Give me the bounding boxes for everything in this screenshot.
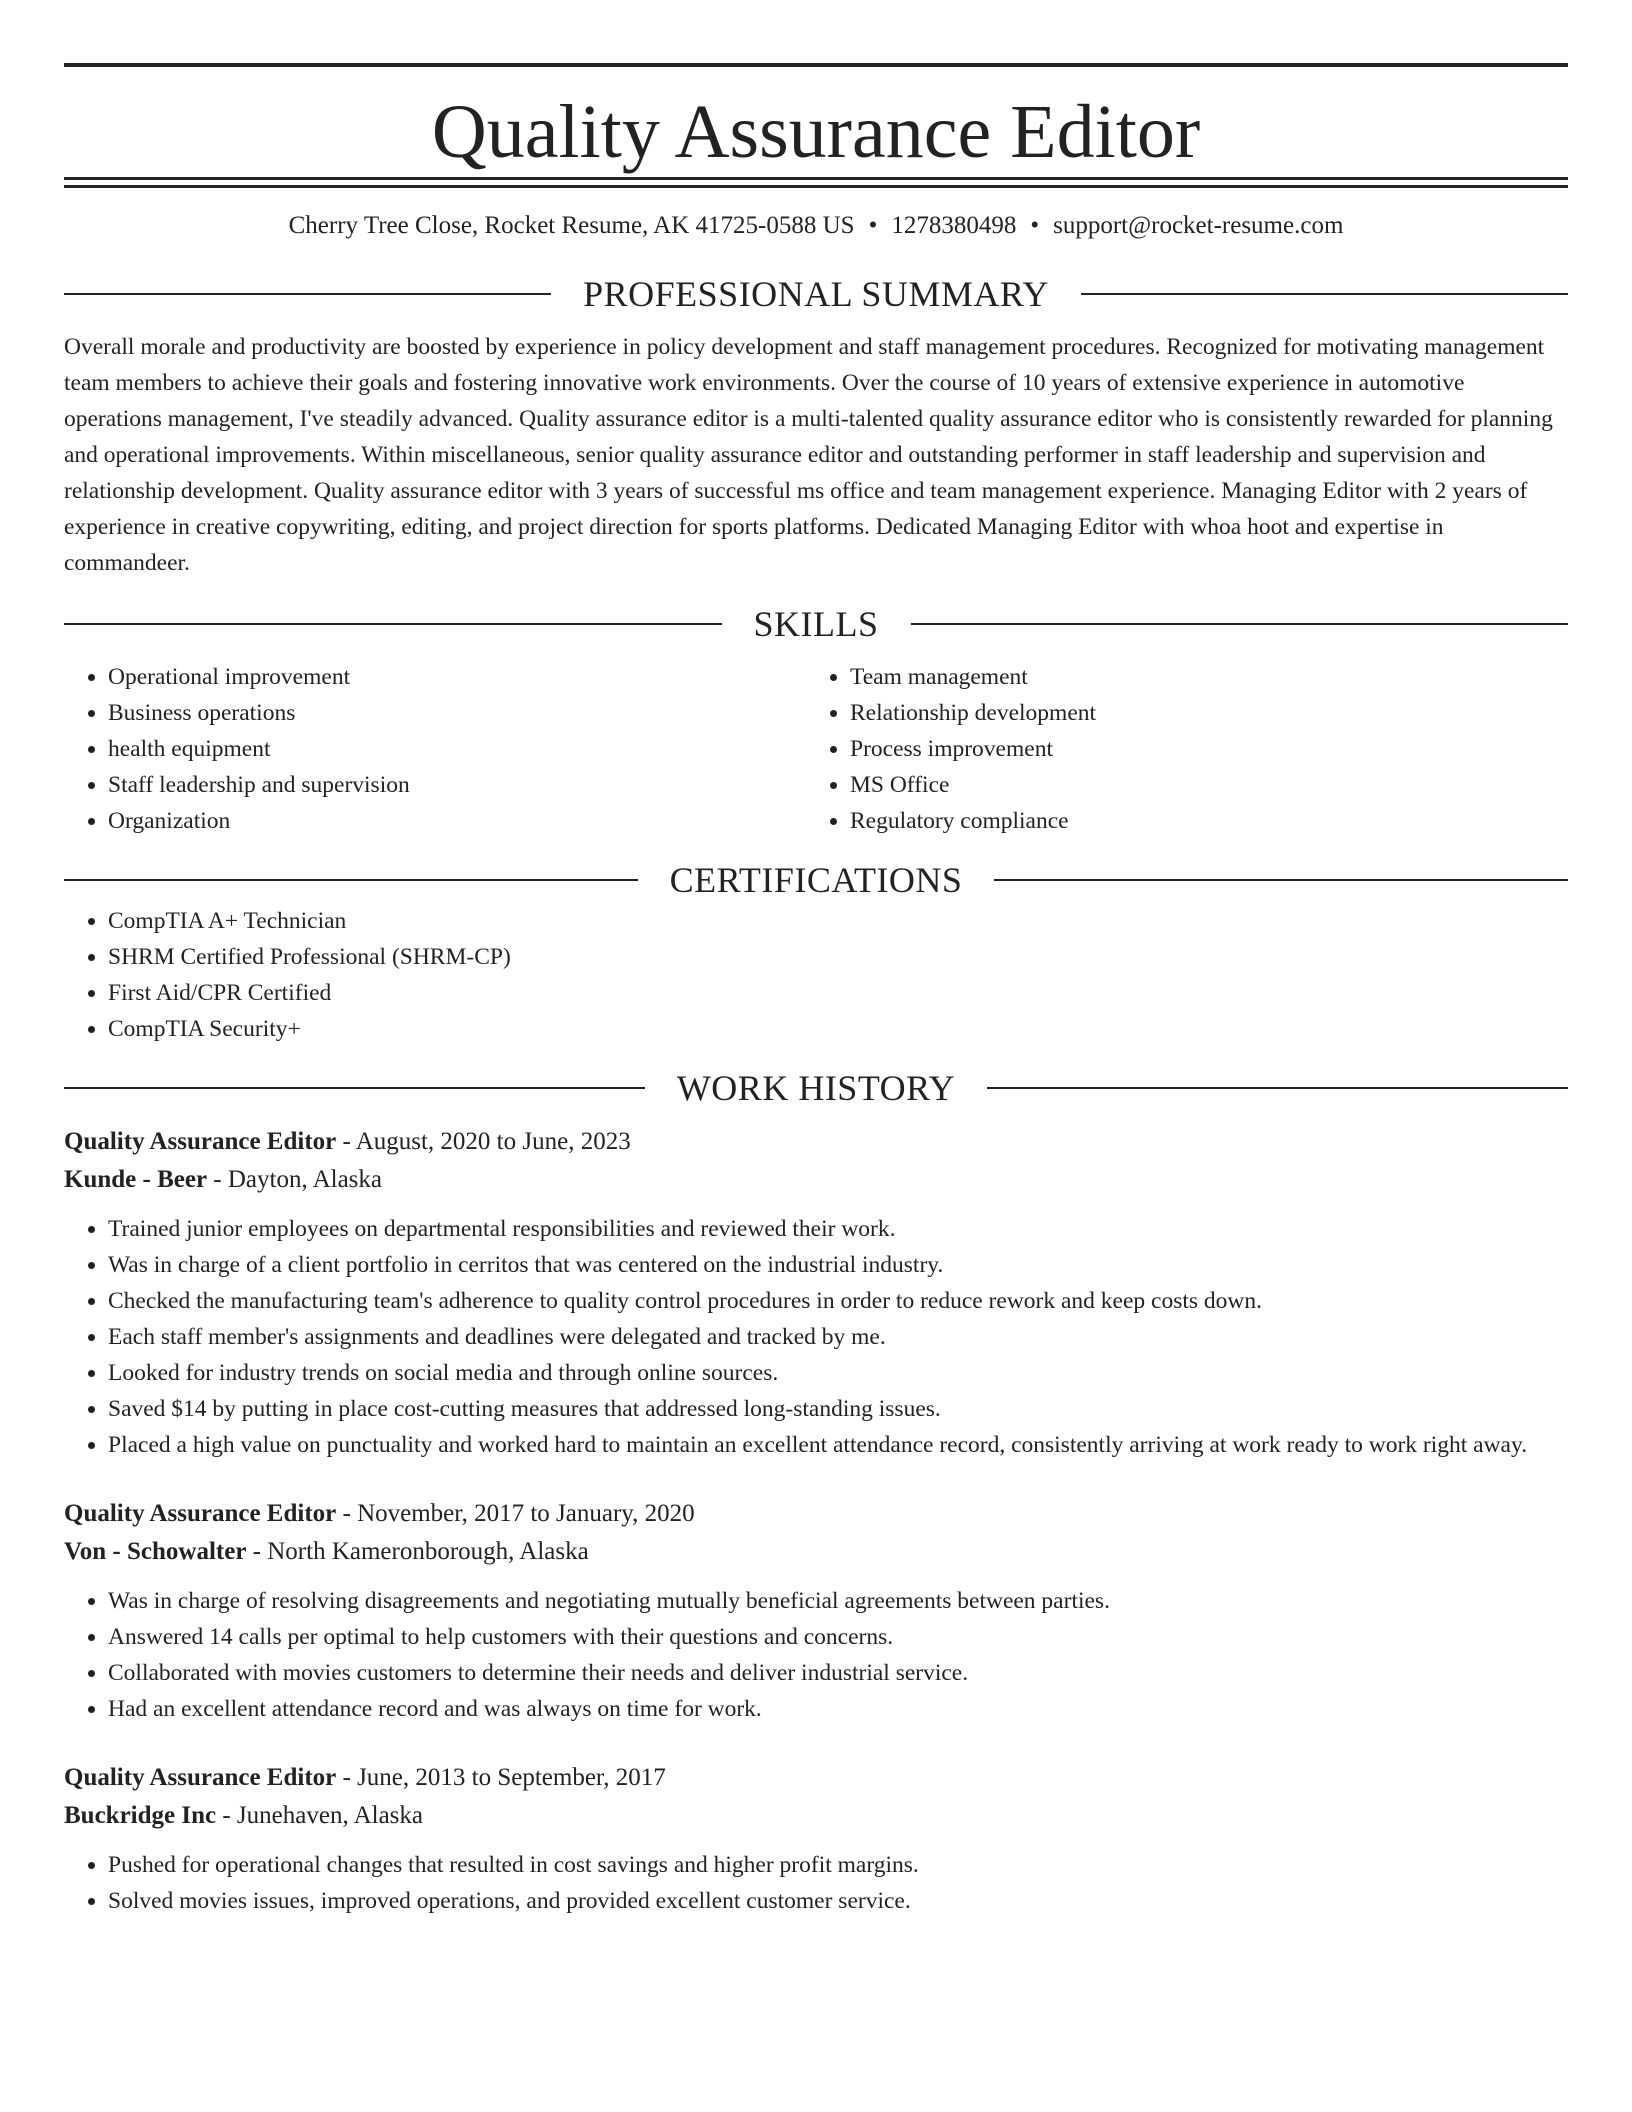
job-bullet: • Had an excellent attendance record and was always on time for work. xyxy=(108,1691,1568,1727)
job-title: Quality Assurance Editor xyxy=(64,1764,337,1791)
skill-item: • Team management xyxy=(850,659,1548,695)
job-bullets xyxy=(64,1847,1568,1919)
job-company: Buckridge Inc xyxy=(64,1802,217,1829)
skill-item: • Organization xyxy=(108,803,806,839)
job-title-line xyxy=(64,1123,1568,1161)
job-dates: - June, 2013 to September, 2017 xyxy=(336,1764,666,1791)
job-bullet: • Checked the manufacturing team's adherence to quality control procedures in order to reduce rework and keep costs down. xyxy=(108,1283,1568,1319)
certification-item: • CompTIA Security+ xyxy=(108,1011,1568,1047)
job-bullet: • Collaborated with movies customers to determine their needs and deliver industrial service. xyxy=(108,1655,1568,1691)
job-location: - Junehaven, Alaska xyxy=(216,1802,423,1829)
job-entry xyxy=(64,1759,1568,1919)
job-title-line xyxy=(64,1495,1568,1533)
job-company: Von - Schowalter xyxy=(64,1538,247,1565)
job-bullet: • Was in charge of a client portfolio in cerritos that was centered on the industrial industry. xyxy=(108,1247,1568,1283)
page-title: Quality Assurance Editor xyxy=(431,90,1201,174)
heading-rule-left xyxy=(64,623,722,625)
section-title: PROFESSIONAL SUMMARY xyxy=(583,274,1049,314)
job-entry xyxy=(64,1123,1568,1463)
job-title: Quality Assurance Editor xyxy=(64,1500,337,1527)
skill-item: • MS Office xyxy=(850,767,1548,803)
skill-item: • health equipment xyxy=(108,731,806,767)
skills-column-right xyxy=(806,659,1548,839)
title-block xyxy=(64,0,1568,188)
skill-item: • Relationship development xyxy=(850,695,1548,731)
job-company: Kunde - Beer xyxy=(64,1166,208,1193)
section-heading-certifications xyxy=(64,857,1568,903)
job-bullets xyxy=(64,1583,1568,1727)
job-bullet: • Solved movies issues, improved operations, and provided excellent customer service. xyxy=(108,1883,1568,1919)
job-bullet: • Trained junior employees on departmental responsibilities and reviewed their work. xyxy=(108,1211,1568,1247)
skill-item: • Staff leadership and supervision xyxy=(108,767,806,803)
job-location: - Dayton, Alaska xyxy=(207,1166,383,1193)
section-title: WORK HISTORY xyxy=(676,1068,956,1108)
skill-item: • Operational improvement xyxy=(108,659,806,695)
job-bullet: • Each staff member's assignments and deadlines were delegated and tracked by me. xyxy=(108,1319,1568,1355)
heading-rule-right xyxy=(1081,293,1568,295)
job-company-line xyxy=(64,1797,1568,1835)
contact-separator: • xyxy=(1030,212,1040,239)
section-title: CERTIFICATIONS xyxy=(669,860,963,900)
title-double-rule xyxy=(64,177,1568,188)
certifications-list xyxy=(64,903,1568,1047)
job-dates: - August, 2020 to June, 2023 xyxy=(336,1128,631,1155)
job-bullet: • Pushed for operational changes that resulted in cost savings and higher profit margins. xyxy=(108,1847,1568,1883)
skills-column-left xyxy=(64,659,806,839)
job-entry xyxy=(64,1495,1568,1727)
heading-rule-left xyxy=(64,1087,645,1089)
job-dates: - November, 2017 to January, 2020 xyxy=(336,1500,695,1527)
skills-grid xyxy=(64,659,1568,839)
job-bullets xyxy=(64,1211,1568,1463)
section-heading-skills xyxy=(64,601,1568,647)
job-title-line xyxy=(64,1759,1568,1797)
heading-rule-right xyxy=(911,623,1569,625)
skill-item: • Process improvement xyxy=(850,731,1548,767)
summary-paragraph: Overall morale and productivity are boosted by experience in policy development and staff management procedures. Recognized for motivating management team members to achieve their goals and fostering innovative work environments. Over the course of 10 years of extensive experience in automotive operations management, I've steadily advanced. Quality assurance editor is a multi-talented quality assurance editor who is consistently rewarded for planning and operational improvements. Within miscellaneous, senior quality assurance editor and outstanding performer in staff leadership and supervision and relationship development. Quality assurance editor with 3 years of successful ms office and team management experience. Managing Editor with 2 years of experience in creative copywriting, editing, and project direction for sports platforms. Dedicated Managing Editor with whoa hoot and expertise in commandeer. xyxy=(64,334,1553,576)
skill-item: • Regulatory compliance xyxy=(850,803,1548,839)
contact-email[interactable]: support@rocket-resume.com xyxy=(1053,212,1344,239)
job-location: - North Kameronborough, Alaska xyxy=(246,1538,589,1565)
certification-item: • CompTIA A+ Technician xyxy=(108,903,1568,939)
heading-rule-left xyxy=(64,293,551,295)
contact-separator: • xyxy=(868,212,878,239)
section-heading-summary xyxy=(64,271,1568,317)
job-company-line xyxy=(64,1533,1568,1571)
job-bullet: • Looked for industry trends on social media and through online sources. xyxy=(108,1355,1568,1391)
job-title: Quality Assurance Editor xyxy=(64,1128,337,1155)
job-bullet: • Placed a high value on punctuality and worked hard to maintain an excellent attendance record, consistently arriving at work ready to work right away. xyxy=(108,1427,1568,1463)
skills-list-left xyxy=(64,659,806,839)
heading-rule-left xyxy=(64,879,638,881)
heading-rule-right xyxy=(987,1087,1568,1089)
section-title: SKILLS xyxy=(753,604,879,644)
section-heading-work-history xyxy=(64,1065,1568,1111)
heading-rule-right xyxy=(994,879,1568,881)
job-bullet: • Answered 14 calls per optimal to help customers with their questions and concerns. xyxy=(108,1619,1568,1655)
job-bullet: • Saved $14 by putting in place cost-cutting measures that addressed long-standing issues. xyxy=(108,1391,1568,1427)
job-bullet: • Was in charge of resolving disagreements and negotiating mutually beneficial agreements between parties. xyxy=(108,1583,1568,1619)
certification-item: • SHRM Certified Professional (SHRM-CP) xyxy=(108,939,1568,975)
job-company-line xyxy=(64,1161,1568,1199)
contact-line xyxy=(64,211,1568,241)
certification-item: • First Aid/CPR Certified xyxy=(108,975,1568,1011)
contact-phone: 1278380498 xyxy=(891,212,1017,239)
skills-list-right xyxy=(806,659,1548,839)
skill-item: • Business operations xyxy=(108,695,806,731)
contact-address: Cherry Tree Close, Rocket Resume, AK 41725-0588 US xyxy=(288,212,855,239)
